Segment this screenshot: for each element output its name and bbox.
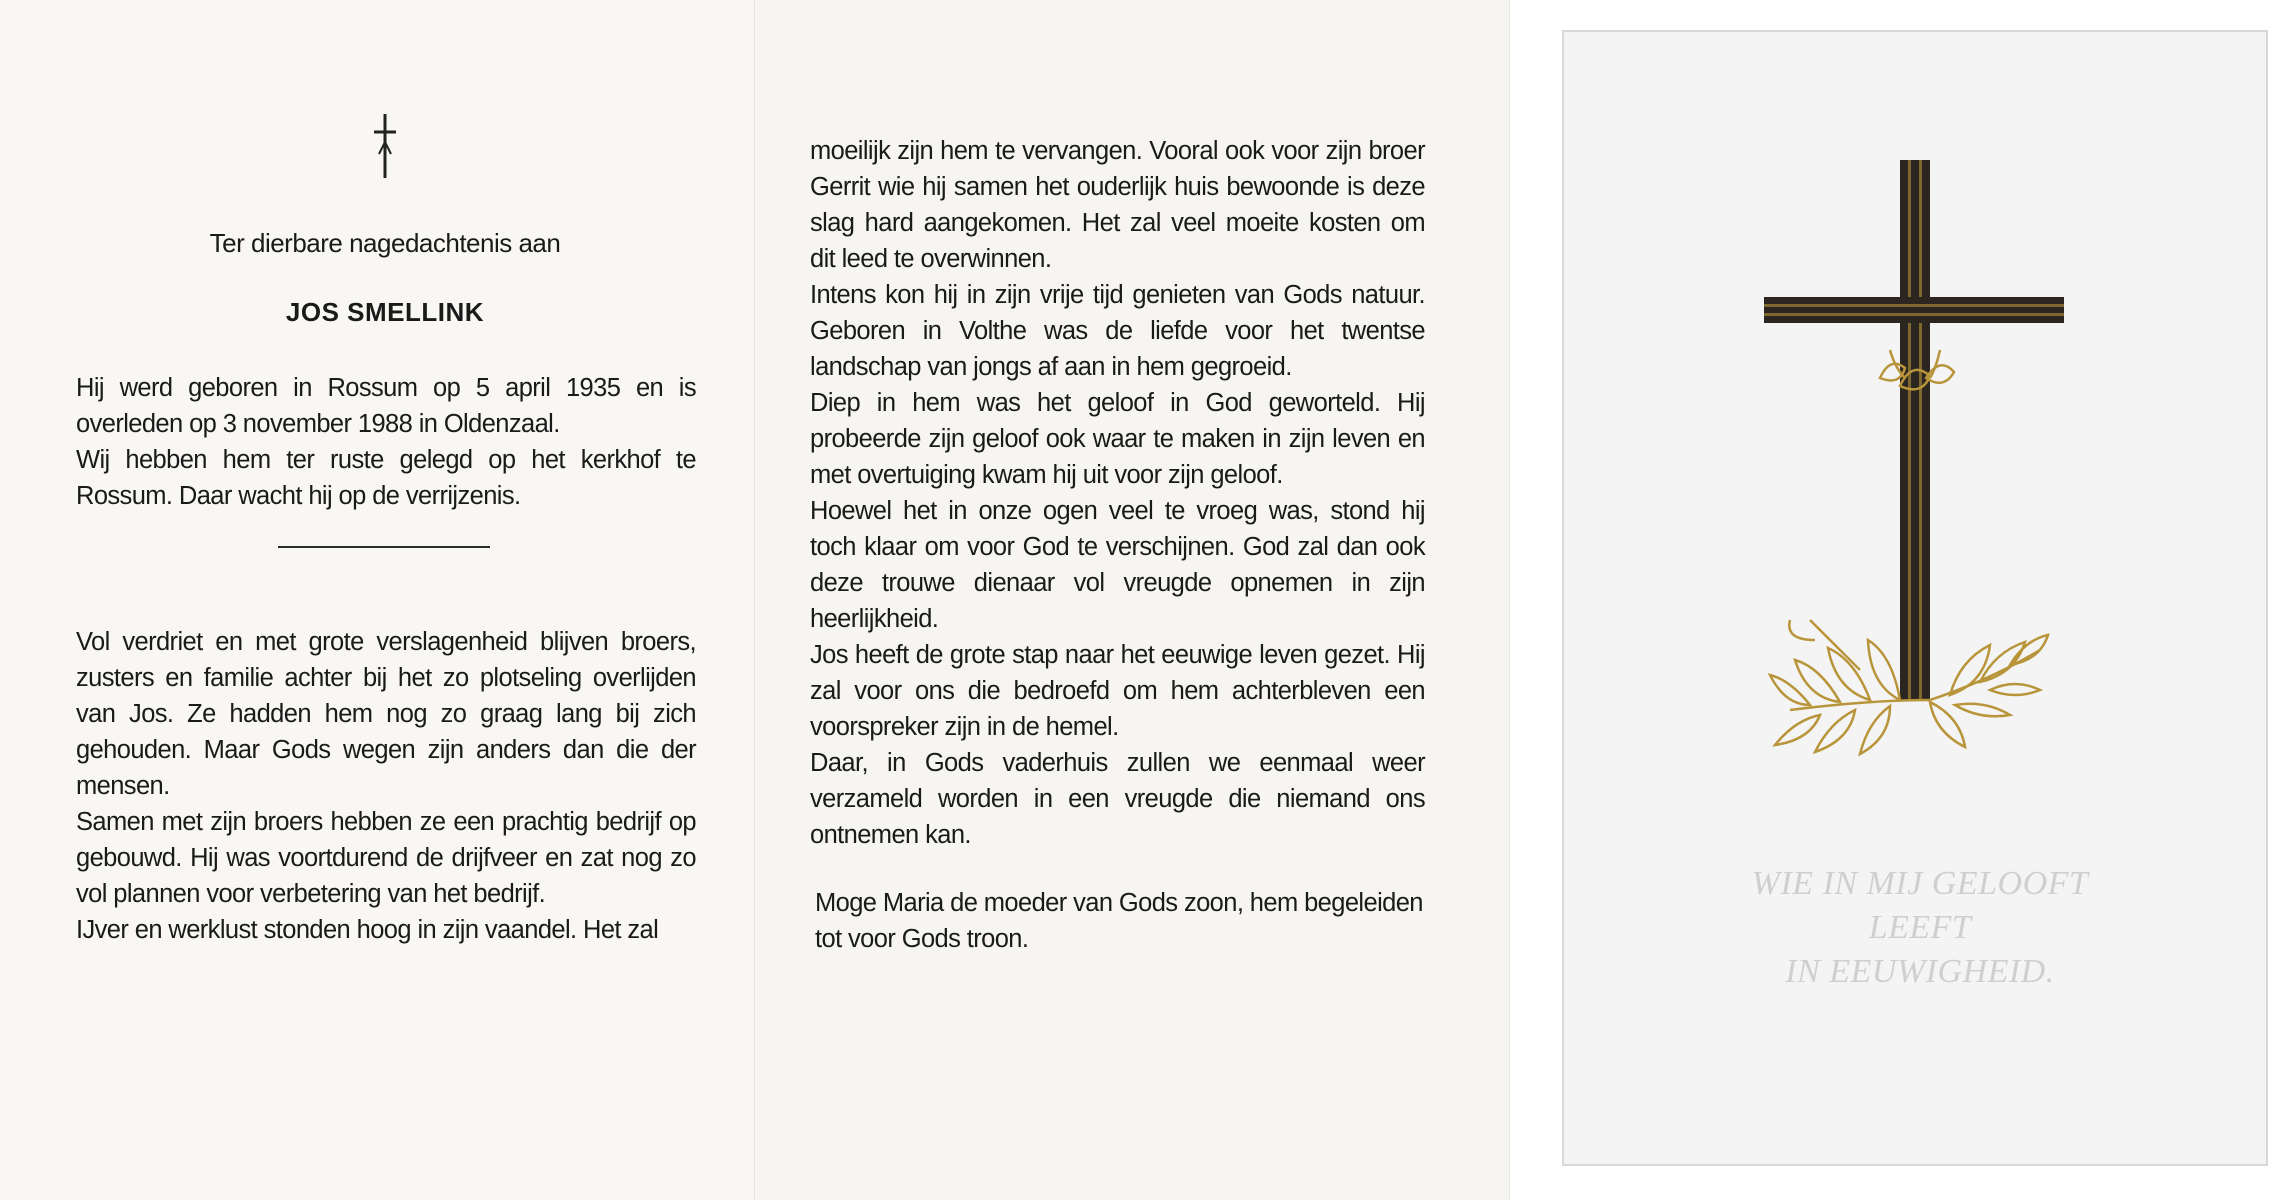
remembrance-paragraph: Vol verdriet en met grote verslagenheid blijven broers, zusters en familie achter bij het zo plotseling overlijden van Jos. Ze hadden hem nog zo graag lang bij zich gehouden. Maar Gods wegen zijn anders dan die der mensen. Samen met zijn broers hebben ze een prachtig bedrijf op gebouwd. Hij was voortdurend de drijfveer en zat nog zo vol plannen voor verbetering van het bedrijf. IJver en werklust stonden hoog in zijn vaandel. Het zal [76, 628, 696, 944]
left-panel [0, 0, 755, 1200]
deceased-name: JOS SMELLINK [285, 297, 485, 327]
closing-prayer: Moge Maria de moeder van Gods zoon, hem begeleiden tot voor Gods troon. [815, 889, 1423, 953]
dedication-intro: Ter dierbare nagedachtenis aan [209, 228, 561, 258]
cross-with-laurel-icon [1750, 150, 2080, 790]
biography-paragraph: Hij werd geboren in Rossum op 5 april 1935 en is overleden op 3 november 1988 in Oldenzaal. Wij hebben hem ter ruste gelegd op het kerkhof te Rossum. Daar wacht hij op de verrijzenis. [76, 374, 696, 510]
section-divider [278, 546, 490, 548]
remembrance-continuation: moeilijk zijn hem te vervangen. Vooral ook voor zijn broer Gerrit wie hij samen het ouderlijk huis bewoonde is deze slag hard aangekomen. Het zal veel moeite kosten om dit leed te overwinnen. Intens kon hij in zijn vrije tijd genieten van Gods natuur. Geboren in Volthe was de liefde voor het twentse landschap van jongs af aan in hem gegroeid. Diep in hem was het geloof in God geworteld. Hij probeerde zijn geloof ook waar te maken in zijn leven en met overtuiging kwam hij uit voor zijn geloof. Hoewel het in onze ogen veel te vroeg was, stond hij toch klaar om voor God te verschijnen. God zal dan ook deze trouwe dienaar vol vreugde opnemen in zijn heerlijkheid. Jos heeft de grote stap naar het eeuwige leven gezet. Hij zal voor ons die bedroefd om hem achterbleven een voorspreker zijn in de hemel. Daar, in Gods vaderhuis zullen we eenmaal weer verzameld worden in een vreugde die niemand ons ontnemen kan. [810, 137, 1425, 849]
verse-line: IN EEUWIGHEID. [1785, 953, 2055, 990]
crucifix-icon [365, 112, 405, 182]
verse-line: LEEFT [1868, 909, 1972, 946]
cover-verse [1600, 862, 2240, 994]
verse-line: WIE IN MIJ GELOOFT [1751, 865, 2089, 902]
